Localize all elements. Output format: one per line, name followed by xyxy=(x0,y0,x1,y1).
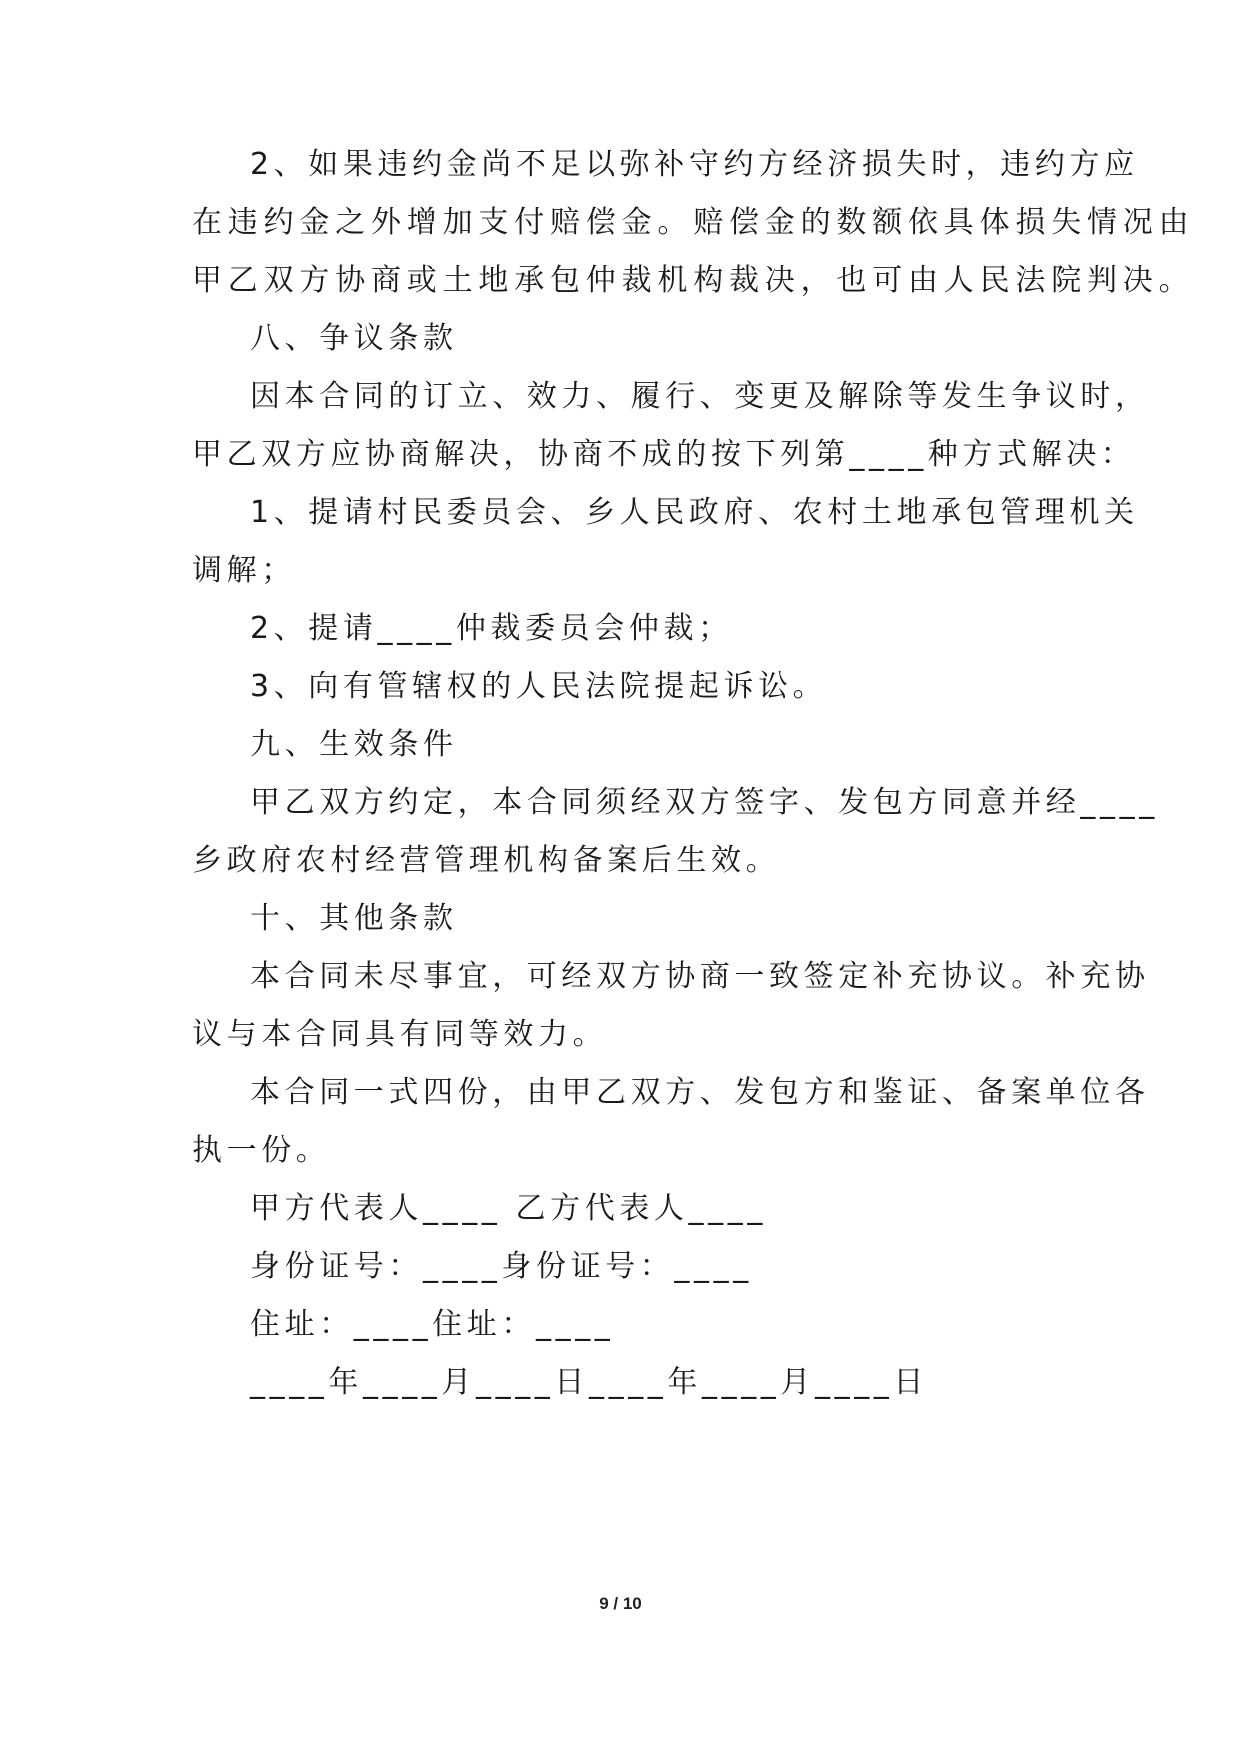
paragraph-line: 2、如果违约金尚不足以弥补守约方经济损失时，违约方应 xyxy=(250,147,1139,182)
paragraph-line: 本合同一式四份，由甲乙双方、发包方和鉴证、备案单位各 xyxy=(250,1075,1150,1110)
page-number: 9 / 10 xyxy=(599,1594,642,1613)
paragraph-line: 执一份。 xyxy=(192,1133,331,1168)
paragraph-line: 甲乙双方协商或土地承包仲裁机构裁决，也可由人民法院判决。 xyxy=(192,263,1195,298)
section-heading: 十、其他条款 xyxy=(250,901,458,936)
paragraph-line: 因本合同的订立、效力、履行、变更及解除等发生争议时， xyxy=(250,379,1150,414)
signature-dates: ____年____月____日____年____月____日 xyxy=(250,1365,928,1400)
section-heading: 九、生效条件 xyxy=(250,727,458,762)
paragraph-line: 议与本合同具有同等效力。 xyxy=(192,1017,608,1052)
signature-representatives: 甲方代表人____ 乙方代表人____ xyxy=(250,1191,767,1226)
signature-addresses: 住址：____住址：____ xyxy=(250,1307,615,1342)
paragraph-line: 乡政府农村经营管理机构备案后生效。 xyxy=(192,843,781,878)
list-item-continuation: 调解； xyxy=(192,553,296,588)
list-item: 3、向有管辖权的人民法院提起诉讼。 xyxy=(250,669,828,704)
paragraph-line: 甲乙双方约定，本合同须经双方签字、发包方同意并经____ xyxy=(250,785,1159,820)
signature-id-numbers: 身份证号：____身份证号：____ xyxy=(250,1249,753,1284)
paragraph-line: 本合同未尽事宜，可经双方协商一致签定补充协议。补充协 xyxy=(250,959,1150,994)
paragraph-line: 在违约金之外增加支付赔偿金。赔偿金的数额依具体损失情况由 xyxy=(192,205,1195,240)
list-item: 1、提请村民委员会、乡人民政府、农村土地承包管理机关 xyxy=(250,495,1139,530)
paragraph-line: 甲乙双方应协商解决，协商不成的按下列第____种方式解决： xyxy=(192,437,1136,472)
list-item: 2、提请____仲裁委员会仲裁； xyxy=(250,611,733,646)
section-heading: 八、争议条款 xyxy=(250,321,458,356)
